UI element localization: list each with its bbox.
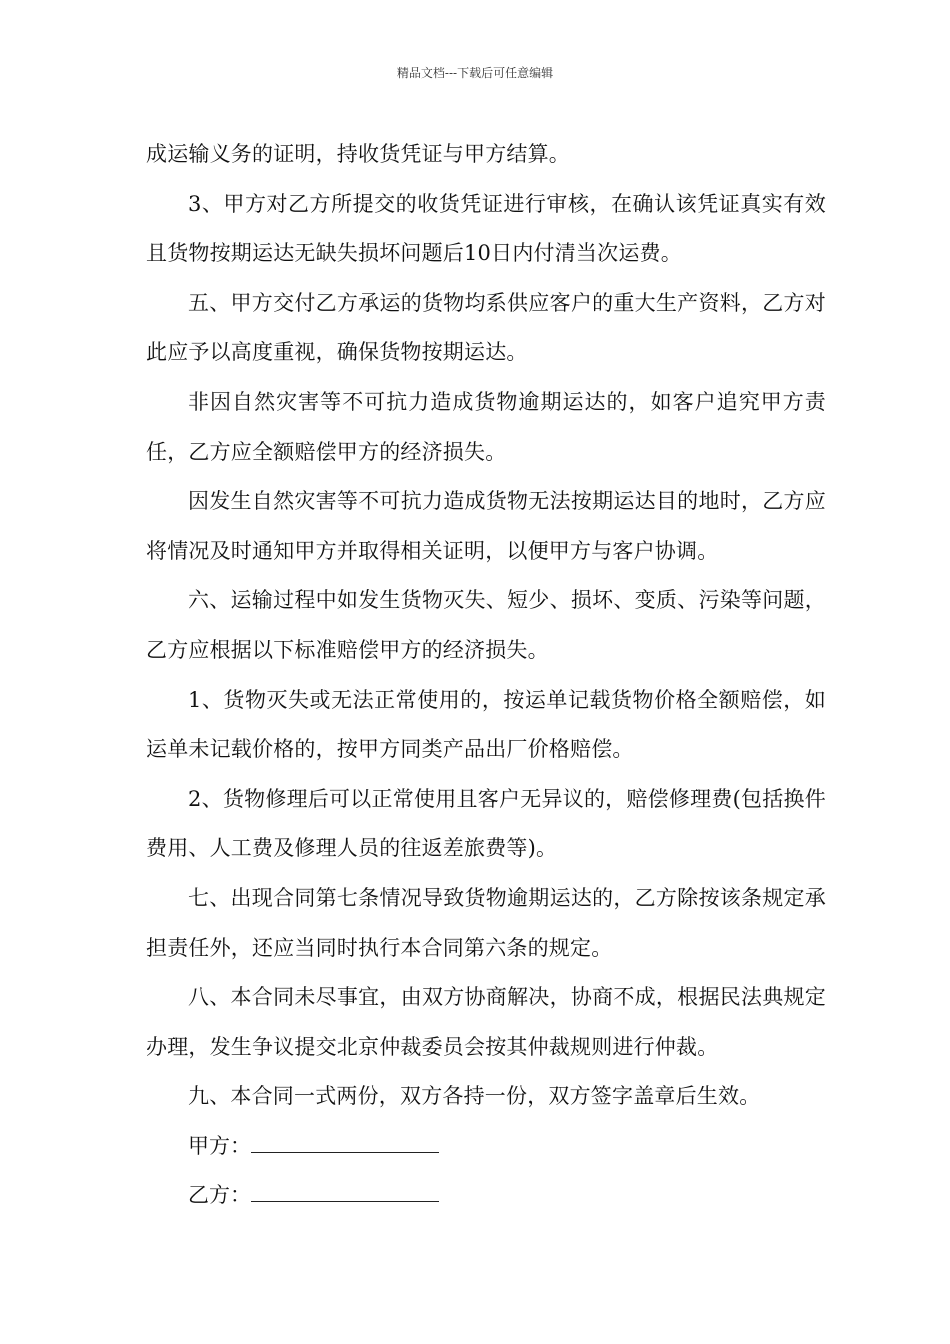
paragraph-article-5: 五、甲方交付乙方承运的货物均系供应客户的重大生产资料，乙方对此应予以高度重视，确保货物按期运达。	[146, 290, 826, 365]
paragraph-article-8: 八、本合同未尽事宜，由双方协商解决，协商不成，根据民法典规定办理，发生争议提交北京仲裁委员会按其仲裁规则进行仲裁。	[146, 985, 826, 1059]
contract-body	[146, 130, 826, 1221]
page-header: 精品文档---下载后可任意编辑	[396, 66, 554, 80]
signature-party-a-label: 甲方：	[188, 1133, 251, 1158]
paragraph-continuation: 成运输义务的证明，持收货凭证与甲方结算。	[146, 142, 570, 166]
paragraph-clause-2: 2、货物修理后可以正常使用且客户无异议的，赔偿修理费(包括换件费用、人工费及修理人员的往返差旅费等)。	[146, 786, 826, 861]
signature-party-b-blank[interactable]	[251, 1183, 439, 1202]
signature-party-b-label: 乙方：	[188, 1183, 251, 1208]
paragraph-non-force-majeure: 非因自然灾害等不可抗力造成货物逾期运达的，如客户追究甲方责任，乙方应全额赔偿甲方的经济损失。	[146, 389, 826, 464]
signature-party-a-blank[interactable]	[251, 1134, 439, 1153]
paragraph-force-majeure: 因发生自然灾害等不可抗力造成货物无法按期运达目的地时，乙方应将情况及时通知甲方并取得相关证明，以便甲方与客户协调。	[146, 489, 826, 563]
paragraph-article-7: 七、出现合同第七条情况导致货物逾期运达的，乙方除按该条规定承担责任外，还应当同时执行本合同第六条的规定。	[146, 885, 826, 960]
paragraph-clause-1: 1、货物灭失或无法正常使用的，按运单记载货物价格全额赔偿，如运单未记载价格的，按甲方同类产品出厂价格赔偿。	[146, 687, 826, 762]
signature-party-b	[146, 1171, 826, 1221]
paragraph-article-6: 六、运输过程中如发生货物灭失、短少、损坏、变质、污染等问题，乙方应根据以下标准赔偿甲方的经济损失。	[146, 588, 826, 662]
paragraph-article-9: 九、本合同一式两份，双方各持一份，双方签字盖章后生效。	[188, 1084, 761, 1109]
signature-party-a	[146, 1122, 826, 1172]
paragraph-clause-3: 3、甲方对乙方所提交的收货凭证进行审核，在确认该凭证真实有效且货物按期运达无缺失损坏问题后10日内付清当次运费。	[146, 191, 826, 266]
